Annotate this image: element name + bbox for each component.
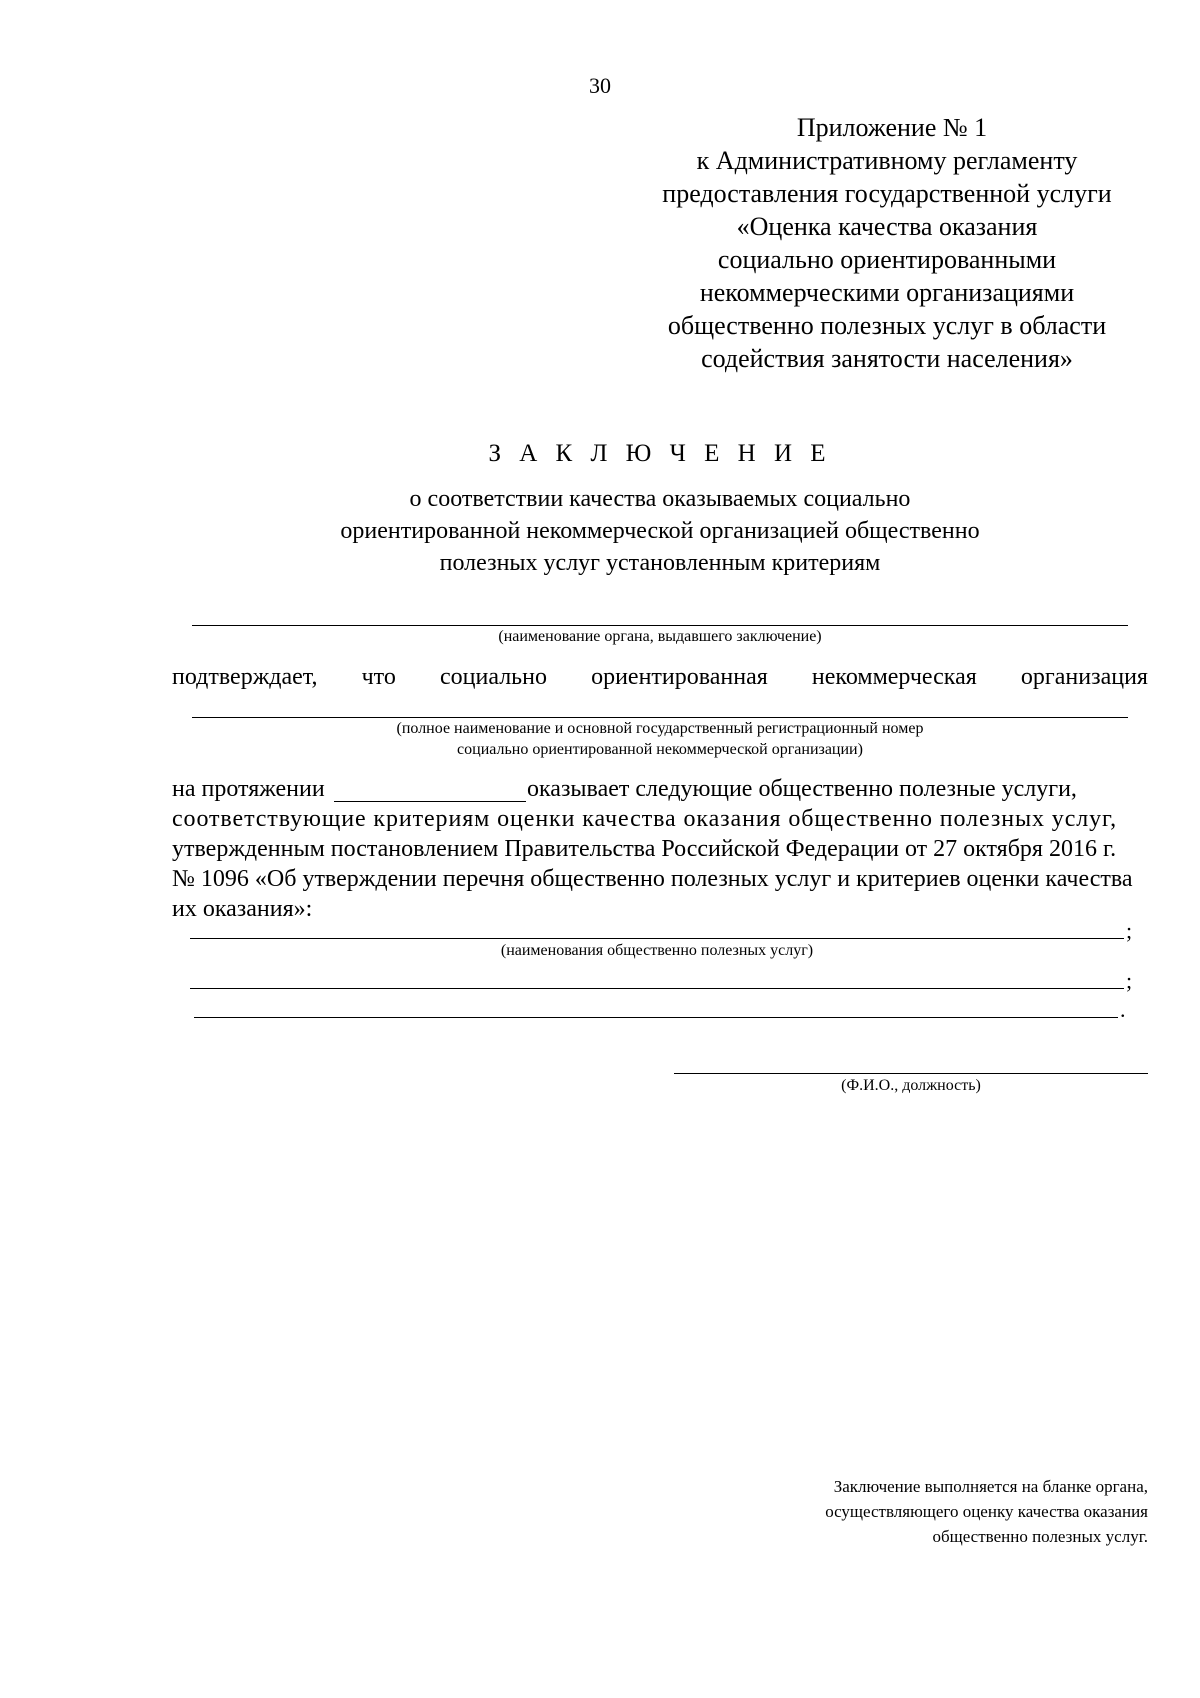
organization-name-blank[interactable] — [192, 717, 1128, 718]
issuer-caption: (наименование органа, выдавшего заключение) — [498, 628, 822, 645]
signature-caption: (Ф.И.О., должность) — [841, 1077, 981, 1094]
organization-caption-line2: социально ориентированной некоммерческой организации) — [457, 741, 863, 758]
body-line-4: № 1096 «Об утверждении перечня общественно полезных услуг и критериев оценки качества — [172, 866, 1133, 892]
body-line-2 — [172, 806, 1148, 833]
service-blank-2[interactable] — [190, 988, 1124, 989]
confirm-word: социально — [439, 664, 547, 690]
appendix-line: «Оценка качества оказания — [736, 212, 1038, 241]
document-title: З А К Л Ю Ч Е Н И Е — [488, 440, 832, 467]
confirm-word: некоммерческая — [811, 664, 977, 690]
subtitle-line: ориентированной некоммерческой организацией общественно — [340, 518, 980, 544]
appendix-line: Приложение № 1 — [796, 113, 988, 142]
appendix-line: содействия занятости населения» — [701, 344, 1073, 373]
appendix-line: предоставления государственной услуги — [662, 179, 1112, 208]
appendix-line: к Административному регламенту — [696, 146, 1078, 175]
period-prefix: на протяжении — [172, 776, 325, 802]
organization-caption-line1: (полное наименование и основной государственный регистрационный номер — [396, 720, 924, 737]
period-mark: . — [1120, 997, 1126, 1022]
semicolon-1: ; — [1126, 918, 1133, 943]
appendix-line: социально ориентированными — [717, 245, 1057, 274]
footer-note-line: Заключение выполняется на бланке органа, — [833, 1477, 1148, 1496]
confirm-word: ориентированная — [591, 664, 768, 690]
service-blank-3[interactable] — [194, 1017, 1118, 1018]
confirm-row — [172, 664, 1148, 691]
appendix-line: некоммерческими организациями — [699, 278, 1075, 307]
footer-note-line: осуществляющего оценку качества оказания — [825, 1502, 1148, 1521]
period-suffix: оказывает следующие общественно полезные услуги, — [527, 776, 1077, 802]
confirm-word: что — [361, 664, 396, 690]
subtitle-line: о соответствии качества оказываемых социально — [409, 486, 911, 512]
footer-note-line: общественно полезных услуг. — [932, 1527, 1148, 1546]
footer-note — [825, 1474, 1148, 1549]
issuer-name-blank[interactable] — [192, 625, 1128, 626]
semicolon-2: ; — [1126, 968, 1133, 993]
subtitle-line: полезных услуг установленным критериям — [439, 550, 881, 576]
appendix-line: общественно полезных услуг в области — [667, 311, 1107, 340]
body-line-5: их оказания»: — [172, 896, 313, 922]
services-caption: (наименования общественно полезных услуг) — [500, 942, 814, 959]
period-blank[interactable] — [334, 801, 526, 802]
page-number: 30 — [589, 73, 611, 98]
body-text: соответствующие критериям оценки качества оказания общественно полезных услуг, — [172, 806, 1117, 832]
confirm-word: подтверждает, — [172, 664, 318, 690]
body-line-3: утвержденным постановлением Правительства Российской Федерации от 27 октября 2016 г. — [172, 836, 1117, 862]
service-blank-1[interactable] — [190, 938, 1124, 939]
signature-blank[interactable] — [674, 1073, 1148, 1074]
confirm-word: организация — [1020, 664, 1148, 690]
